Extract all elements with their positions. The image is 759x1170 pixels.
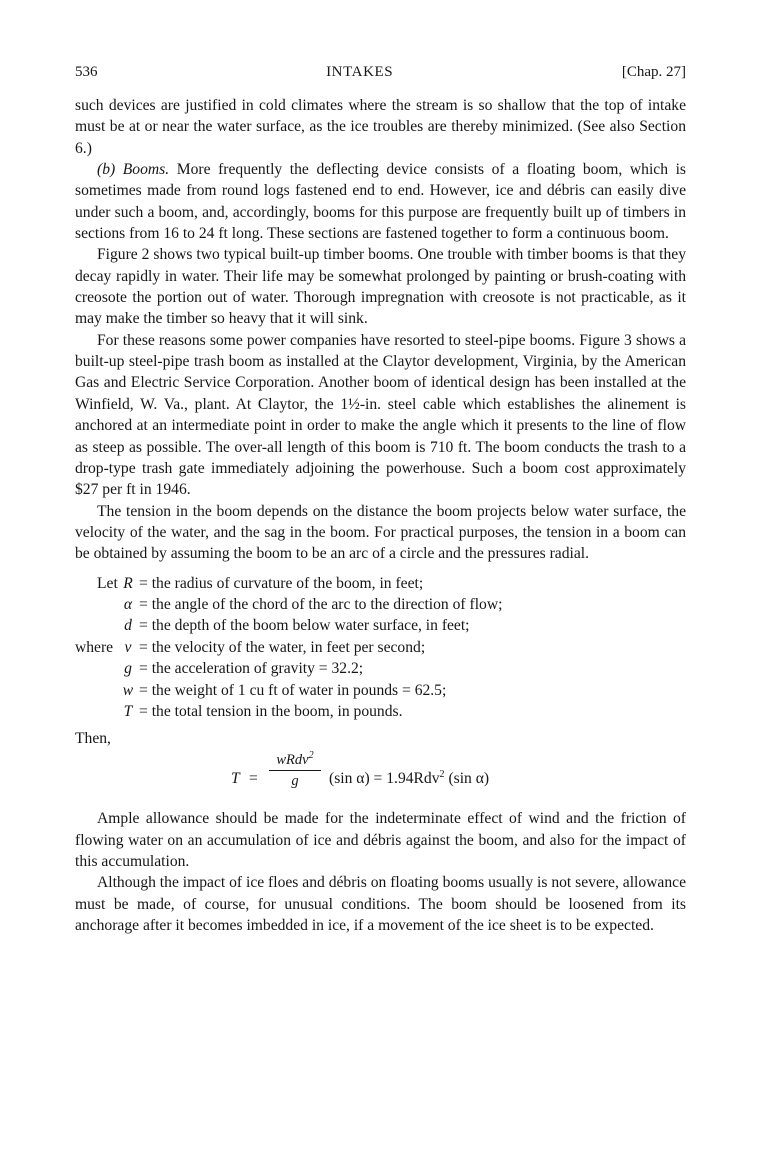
formula-rhs: (sin α) = 1.94Rdv$^2$ (sin α) — [329, 769, 490, 788]
definition-text: = the weight of 1 cu ft of water in pounds = 62.5; — [139, 681, 447, 699]
definition-row — [75, 701, 686, 722]
variable-definitions — [75, 573, 686, 723]
definition-lead — [75, 701, 117, 722]
paragraph-steel-pipe-booms: For these reasons some power companies have resorted to steel-pipe booms. Figure 3 shows a built-up steel-pipe trash boom as installed at the Claytor development, Virginia, by the American Gas and Electric Service Corporation. Another boom of identical design has been installed at the Winfield, W. Va., plant. At Claytor, the 1½-in. steel cable which establishes the alinement is anchored at an intermediate point in order to make the angle which it presents to the line of flow as steep as possible. The over-all length of this boom is 710 ft. The boom conducts the trash to a drop-type trash gate immediately adjoining the powerhouse. Such a boom cost approximately $27 per ft in 1946. — [75, 331, 686, 499]
paragraph-booms-text: More frequently the deflecting device consists of a floating boom, which is sometimes made from round logs fastened end to end. However, ice and débris can easily dive under such a boom, and, accordingly, booms for this purpose are frequently built up of timbers in sections from 16 to 24 ft long. These sections are fastened together to form a continuous boom. — [75, 161, 686, 243]
paragraph-continuation: such devices are justified in cold climates where the stream is so shallow that the top of intake must be at or near the water surface, as the ice troubles are thereby minimized. (See also Section 6.) — [75, 97, 686, 157]
tension-formula — [75, 750, 686, 804]
definition-text: = the acceleration of gravity = 32.2; — [139, 660, 364, 678]
formula-denominator: g — [291, 773, 299, 790]
definition-lead — [75, 680, 117, 701]
definition-row — [75, 680, 686, 701]
paragraph-tension: The tension in the boom depends on the distance the boom projects below water surface, the velocity of the water, and the sag in the boom. For practical purposes, the tension in a boom can be obtained by assuming the boom to be an arc of a circle and the pressures radial. — [75, 502, 686, 563]
definition-row — [75, 615, 686, 636]
then-label: Then, — [75, 730, 111, 748]
definition-text: = the angle of the chord of the arc to the direction of flow; — [139, 595, 503, 613]
page-number: 536 — [75, 64, 98, 80]
definition-symbol: g — [124, 660, 132, 678]
definition-text: = the velocity of the water, in feet per second; — [139, 638, 426, 656]
paragraph-ice-floes: Although the impact of ice floes and débris on floating booms usually is not severe, allowance must be made, of course, for unusual conditions. The boom should be loosened from its anchorage after it becomes imbedded in ice, if a movement of the ice sheet is to be expected. — [75, 874, 686, 935]
formula-fraction — [267, 750, 323, 789]
running-header — [75, 62, 686, 84]
definition-text: = the total tension in the boom, in pounds. — [139, 702, 403, 720]
definition-symbol: α — [123, 595, 133, 613]
definition-text: = the radius of curvature of the boom, in feet; — [139, 574, 424, 592]
formula-lhs: T — [231, 770, 240, 788]
definition-row — [75, 658, 686, 679]
definition-symbol: d — [124, 617, 132, 635]
definition-row — [75, 594, 686, 615]
book-page — [75, 62, 686, 936]
definition-row — [75, 573, 686, 594]
chapter-title: INTAKES — [326, 64, 394, 80]
chapter-number: [Chap. 27] — [621, 64, 686, 80]
definition-symbol: v — [124, 638, 132, 656]
paragraph-timber-booms: Figure 2 shows two typical built-up timber booms. One trouble with timber booms is that they decay rapidly in water. Their life may be somewhat prolonged by painting or brush-coating with creosote the portion out of water. Thorough impregnation with creosote is not practicable, as it may make the timber so heavy that it will sink. — [75, 246, 686, 328]
definition-lead — [75, 594, 117, 615]
formula-equals: = — [249, 770, 258, 788]
definition-symbol: R — [123, 574, 133, 592]
definition-symbol: T — [123, 702, 133, 720]
definition-lead: Let — [97, 574, 118, 592]
definition-row — [75, 637, 686, 658]
definition-text: = the depth of the boom below water surface, in feet; — [139, 617, 470, 635]
paragraph-allowance: Ample allowance should be made for the indeterminate effect of wind and the friction of flowing water on an accumulation of ice and débris against the boom, and also for the impact of this accumulation. — [75, 810, 686, 870]
section-label-booms: (b) Booms. — [97, 161, 170, 179]
definition-lead — [75, 615, 117, 636]
formula-numerator: wRdv$^2$ — [276, 750, 314, 769]
definition-lead — [75, 658, 117, 679]
definition-symbol: w — [122, 681, 134, 699]
definition-lead: where — [75, 638, 114, 656]
paragraph-booms — [75, 159, 686, 244]
